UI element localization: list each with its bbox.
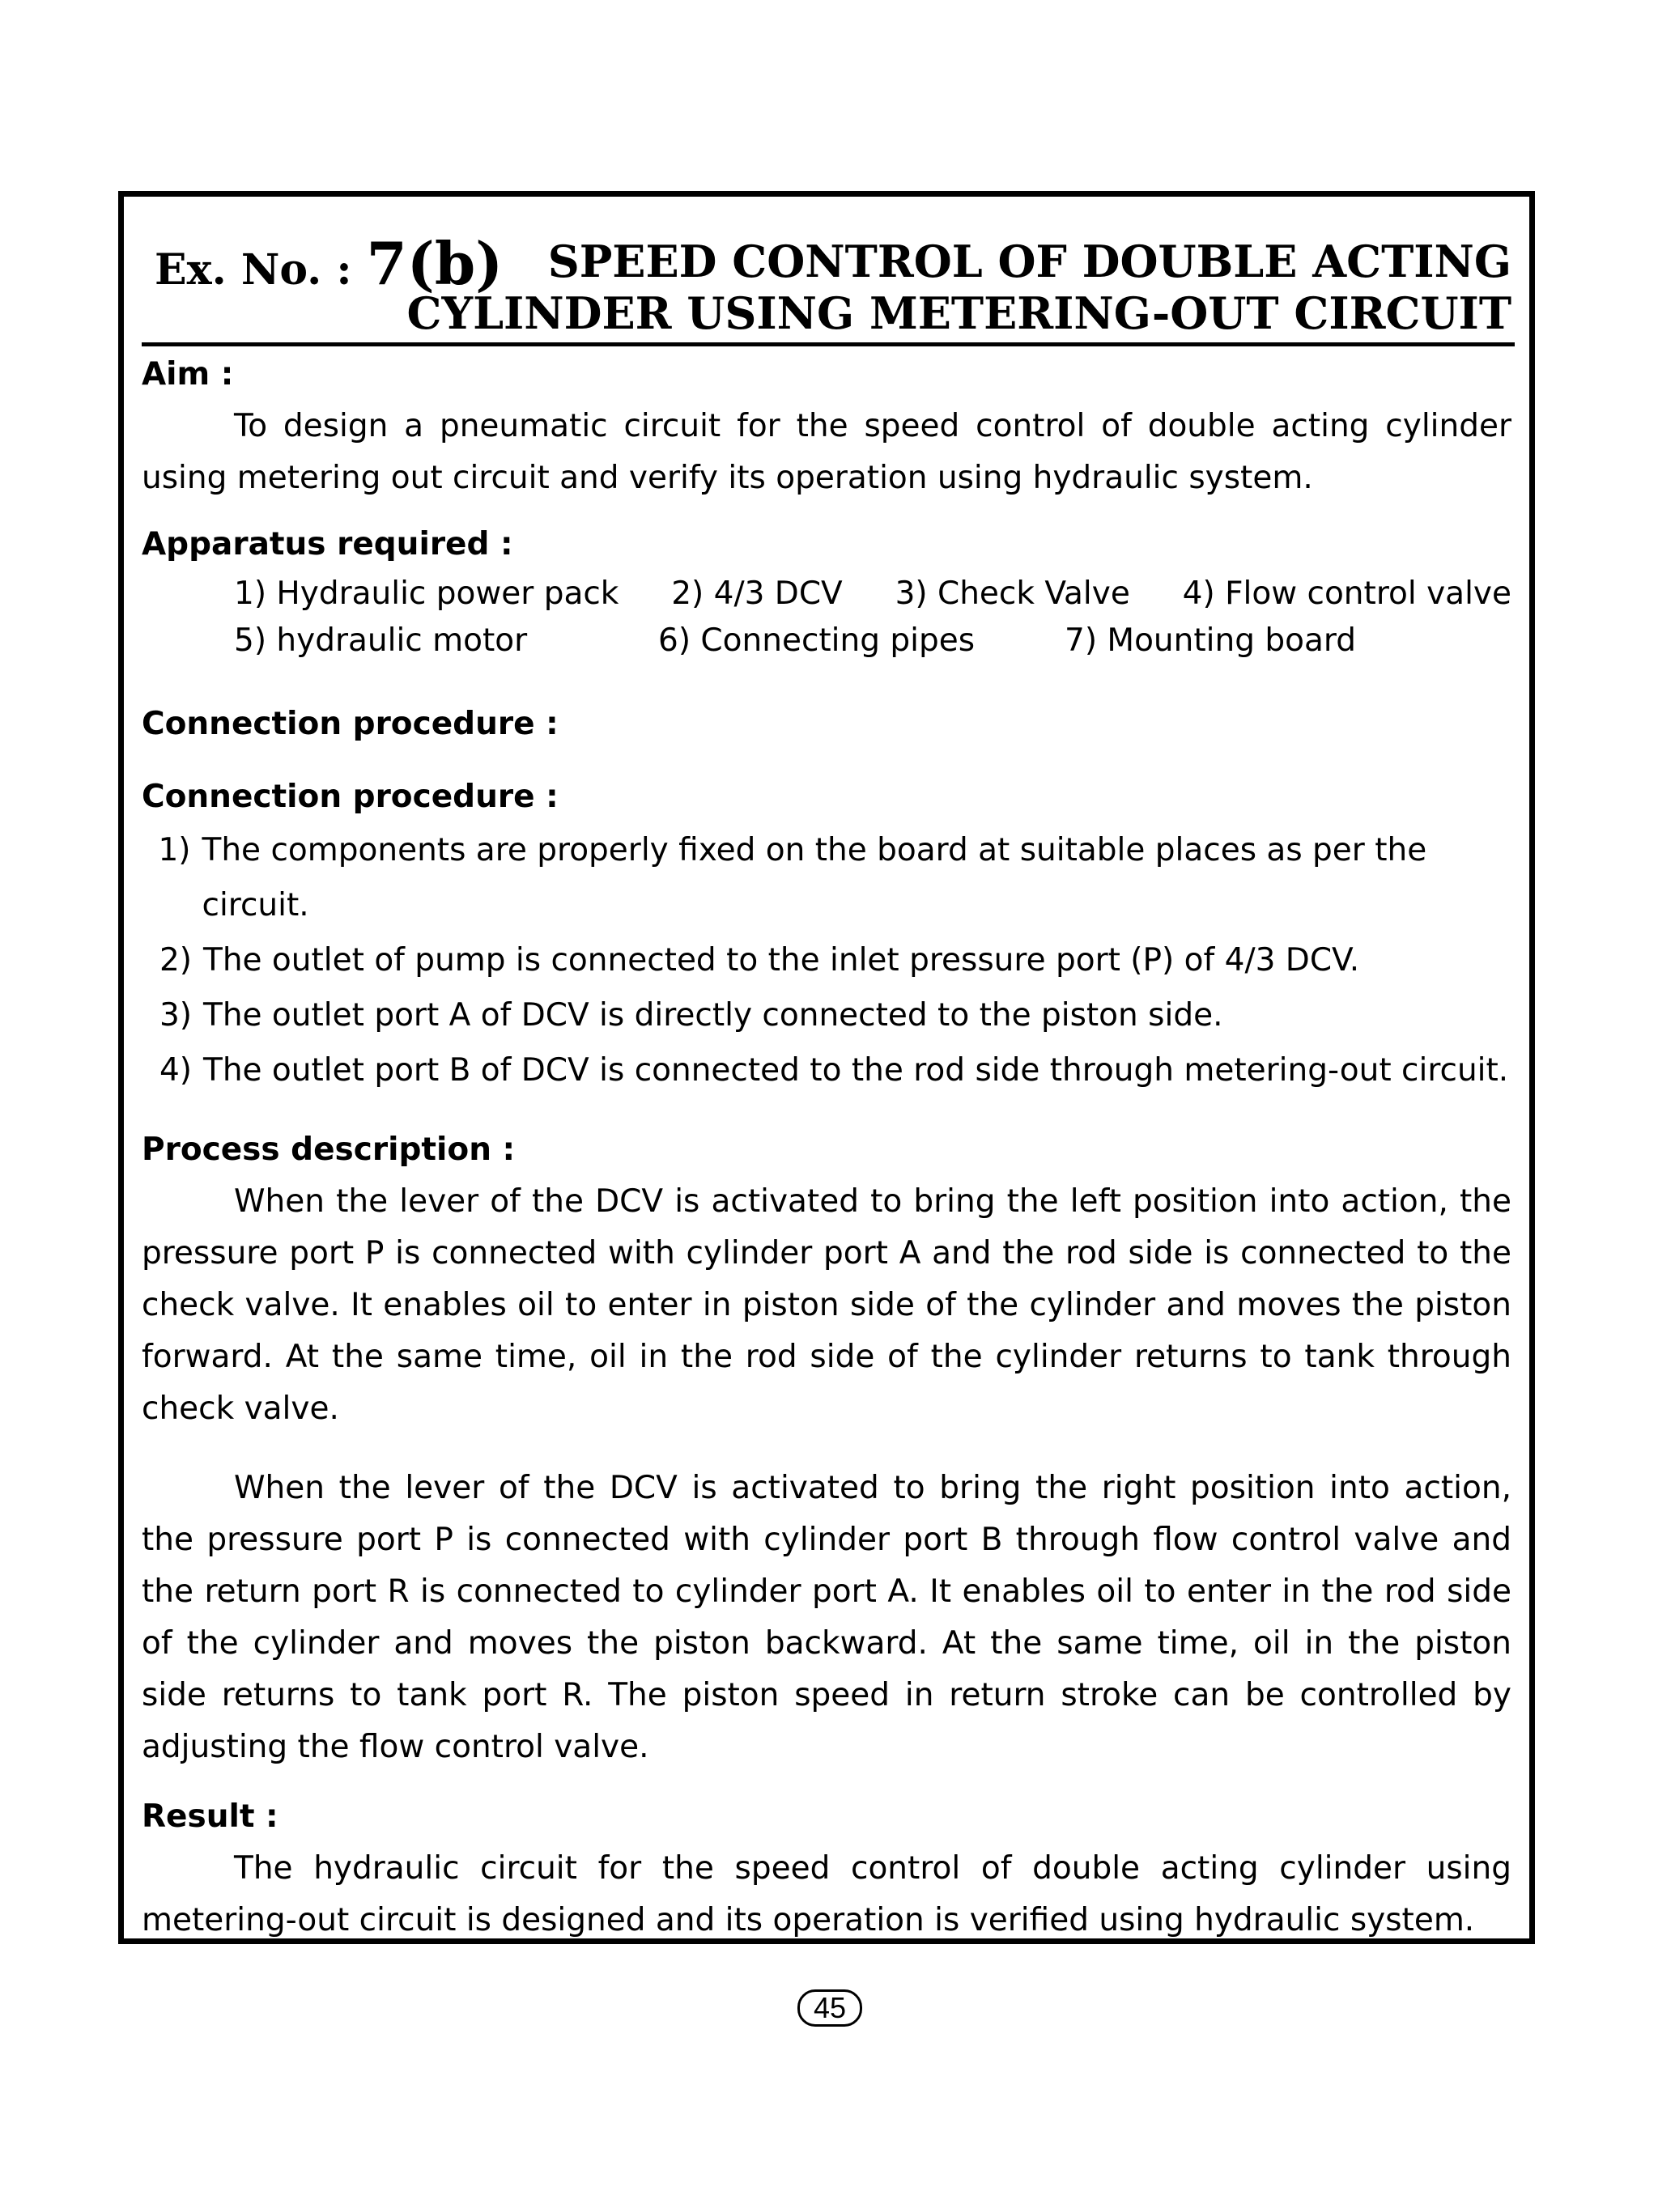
result-text: The hydraulic circuit for the speed control of double acting cylinder using metering-out circuit is designed and its operation is verified using hydraulic system. xyxy=(142,1850,1511,1938)
list-item: 3) The outlet port A of DCV is directly connected to the piston side. xyxy=(159,997,1223,1034)
apparatus-item: 1) Hydraulic power pack xyxy=(234,575,619,612)
apparatus-item: 7) Mounting board xyxy=(1065,622,1356,659)
process-paragraph-1: When the lever of the DCV is activated to bring the left position into action, the pressure port P is connected with cylinder port A and the rod side is connected to the check valve. It enables oil to enter in piston side of the cylinder and moves the piston forward. At the same time, oil in the rod side of the cylinder returns to tank through check valve. xyxy=(142,1183,1511,1427)
apparatus-item: 3) Check Valve xyxy=(895,575,1130,612)
page-number: 45 xyxy=(797,1989,862,2027)
exercise-id: 7(b) xyxy=(366,229,504,298)
connection-heading-repeat: Connection procedure : xyxy=(142,779,559,815)
result-heading: Result : xyxy=(142,1798,278,1835)
exercise-label: Ex. No. : xyxy=(155,245,352,295)
page-frame xyxy=(118,191,1535,1944)
list-item: 2) The outlet of pump is connected to the inlet pressure port (P) of 4/3 DCV. xyxy=(159,942,1360,979)
process-paragraph-2: When the lever of the DCV is activated to bring the right position into action, the pressure port P is connected with cylinder port B through flow control valve and the return port R is connected to cylinder port A. It enables oil to enter in the rod side of the cylinder and moves the piston backward. At the same time, oil in the piston side returns to tank port R. The piston speed in return stroke can be controlled by adjusting the flow control valve. xyxy=(142,1470,1511,1765)
aim-text: To design a pneumatic circuit for the speed control of double acting cylinder using metering out circuit and verify its operation using hydraulic system. xyxy=(142,408,1511,496)
apparatus-item: 6) Connecting pipes xyxy=(658,622,976,659)
apparatus-heading: Apparatus required : xyxy=(142,526,513,563)
document-body xyxy=(142,347,1511,1947)
title-divider xyxy=(142,342,1515,346)
apparatus-item: 4) Flow control valve xyxy=(1182,575,1511,612)
connection-steps xyxy=(142,823,1511,1098)
page-title-line1: SPEED CONTROL OF DOUBLE ACTING xyxy=(547,236,1511,287)
apparatus-row-1 xyxy=(142,571,1511,618)
page-title-line2: CYLINDER USING METERING-OUT CIRCUIT xyxy=(406,287,1511,339)
connection-heading: Connection procedure : xyxy=(142,706,559,742)
aim-heading: Aim : xyxy=(142,356,234,393)
apparatus-row-2 xyxy=(142,618,1511,664)
list-item: 4) The outlet port B of DCV is connected to the rod side through metering-out circuit. xyxy=(159,1052,1509,1089)
process-heading: Process description : xyxy=(142,1131,516,1168)
apparatus-item: 2) 4/3 DCV xyxy=(671,575,843,612)
apparatus-item: 5) hydraulic motor xyxy=(234,622,528,659)
list-item: 1) The components are properly fixed on the board at suitable places as per the circuit. xyxy=(158,832,1427,923)
